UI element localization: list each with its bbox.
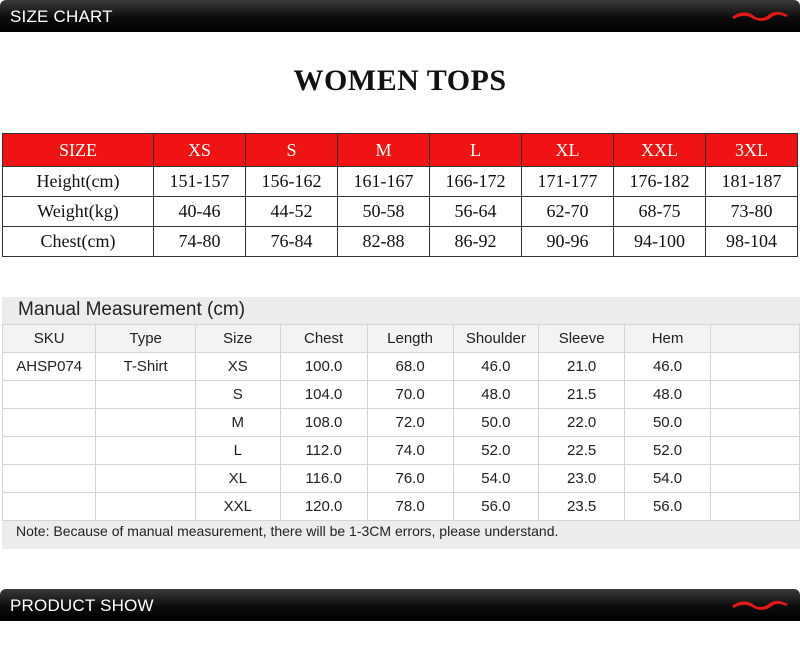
measurement-cell [3, 437, 96, 465]
measurement-cell: S [195, 381, 280, 409]
measurement-cell: XL [195, 465, 280, 493]
measurement-cell: 74.0 [367, 437, 453, 465]
measurement-cell [96, 493, 195, 521]
brand-swoosh-icon [730, 597, 790, 613]
measurement-note: Note: Because of manual measurement, there will be 1-3CM errors, please understand. [16, 523, 559, 539]
size-cell: L [430, 134, 522, 167]
measurement-cell [96, 465, 195, 493]
measurement-column-header [710, 325, 799, 353]
manual-measurement-panel [2, 297, 800, 549]
measurement-row [3, 409, 800, 437]
measurement-cell: 50.0 [625, 409, 711, 437]
measurement-cell: AHSP074 [3, 353, 96, 381]
size-table-row [3, 227, 798, 257]
measurement-cell: 48.0 [453, 381, 538, 409]
measurement-cell: 112.0 [280, 437, 367, 465]
size-table-row [3, 197, 798, 227]
measurement-cell: L [195, 437, 280, 465]
measurement-cell: M [195, 409, 280, 437]
manual-measurement-title: Manual Measurement (cm) [18, 299, 246, 320]
size-cell: XL [522, 134, 614, 167]
size-cell: 50-58 [338, 197, 430, 227]
size-cell: 62-70 [522, 197, 614, 227]
measurement-cell: 52.0 [453, 437, 538, 465]
size-cell: 161-167 [338, 167, 430, 197]
measurement-cell: 72.0 [367, 409, 453, 437]
measurement-cell [3, 409, 96, 437]
measurement-cell: 52.0 [625, 437, 711, 465]
measure-label: Height(cm) [3, 167, 154, 197]
measurement-cell: 46.0 [625, 353, 711, 381]
size-header-label: SIZE [3, 134, 154, 167]
size-cell: 82-88 [338, 227, 430, 257]
measurement-column-header: SKU [3, 325, 96, 353]
measurement-cell: 22.0 [539, 409, 625, 437]
measurement-cell: 48.0 [625, 381, 711, 409]
measurement-cell: 46.0 [453, 353, 538, 381]
measurement-cell: 23.5 [539, 493, 625, 521]
measurement-cell [96, 409, 195, 437]
measurement-cell: 78.0 [367, 493, 453, 521]
measurement-column-header: Shoulder [453, 325, 538, 353]
measurement-cell: T-Shirt [96, 353, 195, 381]
measurement-cell: 76.0 [367, 465, 453, 493]
measurement-cell: 50.0 [453, 409, 538, 437]
measurement-cell: 104.0 [280, 381, 367, 409]
brand-swoosh-icon [730, 8, 790, 24]
measurement-cell [96, 437, 195, 465]
measurement-cell [96, 381, 195, 409]
measurement-cell: 70.0 [367, 381, 453, 409]
size-cell: 98-104 [706, 227, 798, 257]
measurement-row [3, 381, 800, 409]
size-cell: 94-100 [614, 227, 706, 257]
size-table [2, 133, 798, 257]
measurement-column-header: Sleeve [539, 325, 625, 353]
size-chart-heading: SIZE CHART [10, 7, 113, 26]
measurement-cell: 54.0 [453, 465, 538, 493]
measurement-cell: 21.5 [539, 381, 625, 409]
measurement-cell [710, 465, 799, 493]
measurement-header-row [3, 325, 800, 353]
size-cell: XS [154, 134, 246, 167]
size-cell: 73-80 [706, 197, 798, 227]
measurement-cell [3, 493, 96, 521]
measurement-column-header: Chest [280, 325, 367, 353]
size-cell: 76-84 [246, 227, 338, 257]
measurement-cell: 100.0 [280, 353, 367, 381]
measurement-cell: 56.0 [625, 493, 711, 521]
measurement-cell: 23.0 [539, 465, 625, 493]
measurement-cell: 116.0 [280, 465, 367, 493]
measure-label: Chest(cm) [3, 227, 154, 257]
measurement-cell: 22.5 [539, 437, 625, 465]
size-cell: 40-46 [154, 197, 246, 227]
measurement-cell: 56.0 [453, 493, 538, 521]
measurement-cell [710, 437, 799, 465]
measurement-cell: 68.0 [367, 353, 453, 381]
measurement-cell [710, 493, 799, 521]
size-cell: 86-92 [430, 227, 522, 257]
measurement-cell [710, 353, 799, 381]
measurement-cell [3, 381, 96, 409]
measurement-cell: 120.0 [280, 493, 367, 521]
size-cell: 74-80 [154, 227, 246, 257]
size-cell: 171-177 [522, 167, 614, 197]
size-cell: M [338, 134, 430, 167]
measurement-column-header: Hem [625, 325, 711, 353]
measurement-row [3, 493, 800, 521]
size-cell: 176-182 [614, 167, 706, 197]
measurement-cell: XXL [195, 493, 280, 521]
page-title: WOMEN TOPS [293, 64, 507, 97]
size-chart-header-band [0, 0, 800, 32]
manual-measurement-table [2, 324, 800, 521]
measurement-cell: XS [195, 353, 280, 381]
product-show-header-band [0, 589, 800, 621]
size-cell: XXL [614, 134, 706, 167]
size-cell: 166-172 [430, 167, 522, 197]
measurement-cell: 108.0 [280, 409, 367, 437]
measurement-cell: 21.0 [539, 353, 625, 381]
size-cell: S [246, 134, 338, 167]
size-cell: 56-64 [430, 197, 522, 227]
size-table-header-row [3, 134, 798, 167]
size-table-row [3, 167, 798, 197]
measurement-row [3, 353, 800, 381]
size-cell: 156-162 [246, 167, 338, 197]
size-cell: 181-187 [706, 167, 798, 197]
measurement-column-header: Size [195, 325, 280, 353]
measure-label: Weight(kg) [3, 197, 154, 227]
measurement-column-header: Length [367, 325, 453, 353]
measurement-cell [710, 409, 799, 437]
product-show-heading: PRODUCT SHOW [10, 596, 154, 615]
measurement-cell [710, 381, 799, 409]
size-cell: 90-96 [522, 227, 614, 257]
measurement-column-header: Type [96, 325, 195, 353]
size-cell: 44-52 [246, 197, 338, 227]
measurement-row [3, 437, 800, 465]
size-cell: 3XL [706, 134, 798, 167]
measurement-row [3, 465, 800, 493]
measurement-cell [3, 465, 96, 493]
size-cell: 151-157 [154, 167, 246, 197]
size-cell: 68-75 [614, 197, 706, 227]
measurement-cell: 54.0 [625, 465, 711, 493]
